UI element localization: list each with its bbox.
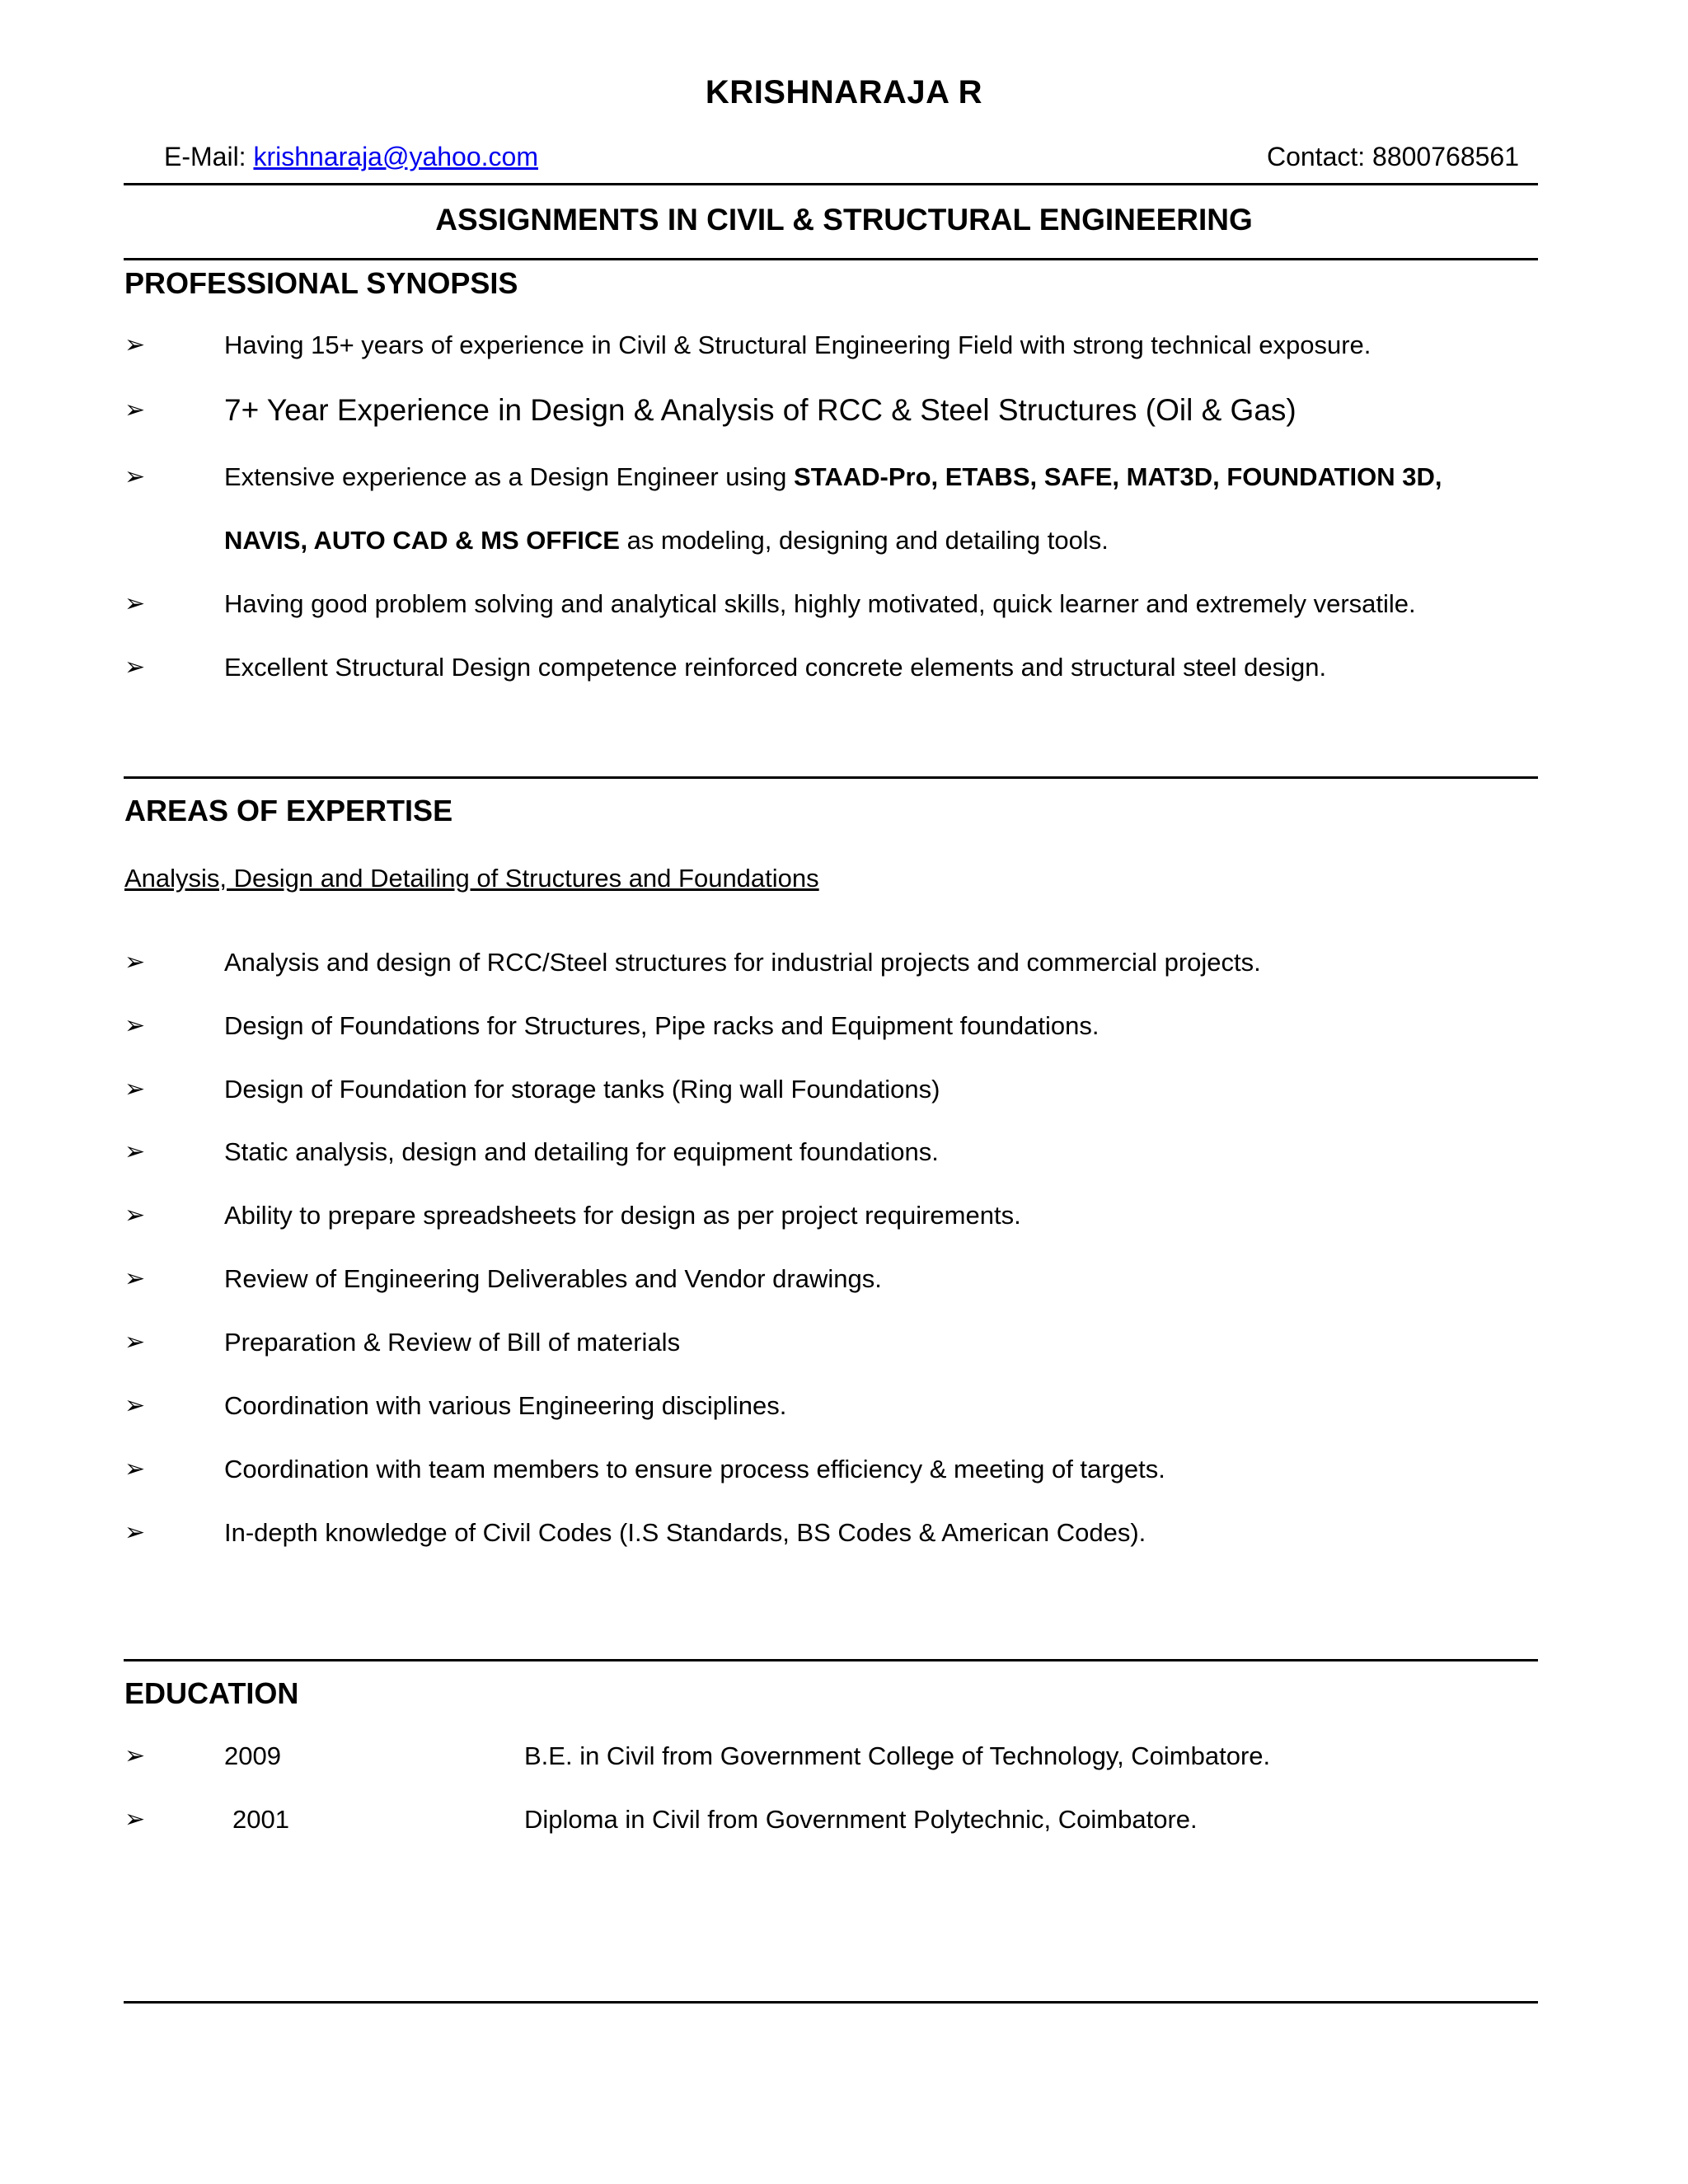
bullet-arrow-icon: ➢ [124,590,146,617]
expertise-item: In-depth knowledge of Civil Codes (I.S Standards, BS Codes & American Codes). [224,1518,1146,1547]
email-line [164,142,538,172]
bullet-arrow-icon: ➢ [124,1138,146,1165]
synopsis-item: Having 15+ years of experience in Civil & Structural Engineering Field with strong technical exposure. [224,330,1372,359]
bullet-arrow-icon: ➢ [124,1202,146,1229]
education-degree: B.E. in Civil from Government College of Technology, Coimbatore. [524,1741,1271,1770]
bullet-arrow-icon: ➢ [124,331,146,359]
expertise-item: Ability to prepare spreadsheets for design as per project requirements. [224,1201,1021,1230]
bullet-arrow-icon: ➢ [124,654,146,681]
bullet-arrow-icon: ➢ [124,1392,146,1419]
expertise-item: Design of Foundations for Structures, Pipe racks and Equipment foundations. [224,1011,1100,1040]
bullet-arrow-icon: ➢ [124,1455,146,1483]
tools-list-line1: STAAD-Pro, ETABS, SAFE, MAT3D, FOUNDATION 3D, [794,462,1442,491]
synopsis-item-continued [224,526,1109,555]
bullet-arrow-icon: ➢ [124,949,146,976]
synopsis-item-text: as modeling, designing and detailing tools. [626,526,1109,555]
divider-synopsis [124,776,1538,779]
synopsis-item: 7+ Year Experience in Design & Analysis of RCC & Steel Structures (Oil & Gas) [224,393,1296,427]
expertise-item: Review of Engineering Deliverables and Vendor drawings. [224,1264,882,1293]
section-title-expertise: AREAS OF EXPERTISE [124,794,453,827]
divider-banner [124,258,1538,260]
page-banner: ASSIGNMENTS IN CIVIL & STRUCTURAL ENGINEERING [435,203,1253,237]
bullet-arrow-icon: ➢ [124,1329,146,1356]
bullet-arrow-icon: ➢ [124,1742,146,1769]
section-title-education: EDUCATION [124,1676,299,1710]
expertise-item: Analysis and design of RCC/Steel structures for industrial projects and commercial projects. [224,948,1261,977]
tools-list-line2: NAVIS, AUTO CAD & MS OFFICE [224,526,620,555]
education-year: 2009 [224,1741,281,1770]
education-year: 2001 [232,1805,289,1834]
expertise-item: Design of Foundation for storage tanks (Ring wall Foundations) [224,1075,940,1104]
bullet-arrow-icon: ➢ [124,1012,146,1039]
bullet-arrow-icon: ➢ [124,1806,146,1833]
bullet-arrow-icon: ➢ [124,1519,146,1546]
divider-education [124,2001,1538,2004]
bullet-arrow-icon: ➢ [124,463,146,490]
education-degree: Diploma in Civil from Government Polytechnic, Coimbatore. [524,1805,1198,1834]
synopsis-item: Excellent Structural Design competence reinforced concrete elements and structural steel design. [224,653,1327,682]
expertise-item: Coordination with various Engineering disciplines. [224,1391,787,1420]
synopsis-item: Having good problem solving and analytical skills, highly motivated, quick learner and extremely versatile. [224,589,1416,618]
email-link[interactable]: krishnaraja@yahoo.com [253,142,538,171]
expertise-subheading: Analysis, Design and Detailing of Structures and Foundations [124,864,819,893]
divider-expertise [124,1659,1538,1661]
synopsis-item [224,462,1442,492]
section-title-synopsis: PROFESSIONAL SYNOPSIS [124,266,518,300]
bullet-arrow-icon: ➢ [124,1076,146,1103]
expertise-item: Coordination with team members to ensure process efficiency & meeting of targets. [224,1455,1165,1483]
bullet-arrow-icon: ➢ [124,1265,146,1292]
candidate-name: KRISHNARAJA R [705,74,983,110]
expertise-item: Preparation & Review of Bill of materials [224,1328,681,1357]
contact-number: Contact: 8800768561 [1266,142,1519,171]
email-label: E-Mail: [164,142,254,171]
bullet-arrow-icon: ➢ [124,396,146,424]
expertise-item: Static analysis, design and detailing for equipment foundations. [224,1137,939,1166]
divider-header [124,183,1538,185]
synopsis-item-text: Extensive experience as a Design Engineer using [224,462,795,491]
